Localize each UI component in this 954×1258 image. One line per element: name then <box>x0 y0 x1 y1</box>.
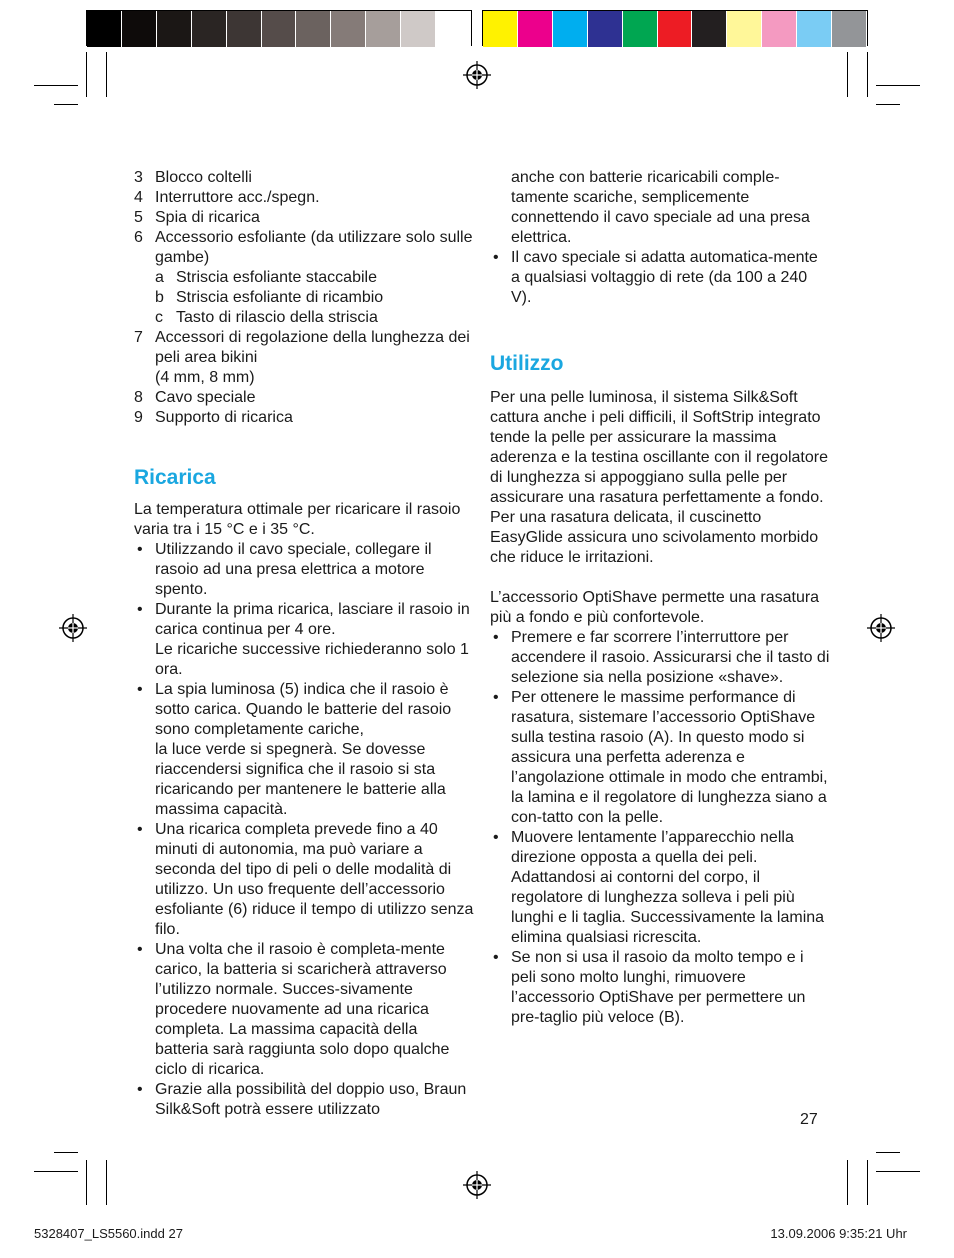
bullet-text: Utilizzando il cavo speciale, collegare il rasoio ad una presa elettrica a motore spento. <box>155 541 432 598</box>
footer-filename: 5328407_LS5560.indd 27 <box>34 1226 183 1241</box>
registration-mark-icon <box>866 613 896 643</box>
item-label: (4 mm, 8 mm) <box>155 369 255 386</box>
list-item <box>134 600 474 680</box>
list-item <box>134 680 474 820</box>
crop-mark <box>34 85 78 86</box>
bullet-icon: • <box>493 949 499 966</box>
bullet-text: Una volta che il rasoio è completa-mente carico, la batteria si scaricherà attraverso l’utilizzo normale. Succes-sivamente procedere nuovamente ad una ricarica completa. La massima capacità della batteria sarà raggiunta solo dopo qualche ciclo di ricarica. <box>155 941 450 1078</box>
color-swatch <box>366 11 401 47</box>
crop-mark <box>867 52 868 97</box>
bullet-text: La spia luminosa (5) indica che il rasoio è sotto carica. Quando le batterie del rasoio sono completamente cariche, <box>155 681 452 738</box>
color-swatch <box>832 11 867 47</box>
subitem-label: Striscia esfoliante staccabile <box>176 269 377 286</box>
crop-mark <box>106 1160 107 1205</box>
crop-mark <box>876 85 920 86</box>
bullet-text: Per ottenere le massime performance di rasatura, sistemare l’accessorio OptiShave sulla testina rasoio (A). In questo modo si assicura una perfetta aderenza e l’angolazione ottimale in modo che entrambi, la lamina e il regolatore di lunghezza siano a con-tatto con la pelle. <box>511 689 828 826</box>
list-item <box>134 368 474 388</box>
crop-mark <box>847 52 848 97</box>
item-number: 6 <box>134 229 143 246</box>
item-number: 8 <box>134 389 143 406</box>
item-label: Cavo speciale <box>155 389 256 406</box>
list-item <box>134 388 474 408</box>
item-number: 7 <box>134 329 143 346</box>
color-swatch <box>401 11 436 47</box>
bullet-text: Muovere lentamente l’apparecchio nella direzione opposta a quella dei peli. Adattandosi ai contorni del corpo, il regolatore di lunghezza solleva i peli più lunghi e li taglia. Successivamente la lamina elimina qualsiasi ricrescita. <box>511 829 825 946</box>
crop-mark <box>876 1171 920 1172</box>
list-item <box>134 408 474 428</box>
crop-mark <box>54 104 78 105</box>
bullet-text-continued: Le ricariche successive richiederanno solo 1 ora. <box>155 641 469 678</box>
bullet-icon: • <box>137 601 143 618</box>
left-column <box>134 168 474 1120</box>
list-item <box>134 228 474 268</box>
bullet-text: Durante la prima ricarica, lasciare il rasoio in carica continua per 4 ore. <box>155 601 470 638</box>
bullet-text: Grazie alla possibilità del doppio uso, Braun Silk&Soft potrà essere utilizzato <box>155 1081 467 1118</box>
item-number: 5 <box>134 209 143 226</box>
bullet-text-continued: la luce verde si spegnerà. Se dovesse riaccendersi significa che il rasoio si sta ricaricando per mantenere le batterie alla massima capacità. <box>155 741 446 818</box>
gray-calibration-bar <box>86 10 472 46</box>
bullet-icon: • <box>137 541 143 558</box>
color-swatch <box>692 11 727 47</box>
color-swatch <box>588 11 623 47</box>
color-swatch <box>623 11 658 47</box>
item-label: Spia di ricarica <box>155 209 260 226</box>
registration-mark-icon <box>58 613 88 643</box>
crop-mark <box>86 1160 87 1205</box>
list-item <box>490 628 830 688</box>
list-item <box>134 540 474 600</box>
subitem-letter: c <box>155 309 163 326</box>
crop-mark <box>876 1152 900 1153</box>
subitem-letter: b <box>155 289 164 306</box>
list-item <box>490 948 830 1028</box>
utilizzo-paragraph: Per una rasatura delicata, il cuscinetto EasyGlide assicura uno scivolamento morbido che riduce le irritazioni. <box>490 509 819 566</box>
registration-mark-icon <box>462 1170 492 1200</box>
list-item <box>134 328 474 368</box>
utilizzo-paragraph: L’accessorio OptiShave permette una rasatura più a fondo e più confortevole. <box>490 589 820 626</box>
bullet-icon: • <box>493 249 499 266</box>
color-swatch <box>157 11 192 47</box>
color-swatch <box>518 11 553 47</box>
list-item <box>490 248 830 308</box>
parts-list <box>134 168 474 428</box>
color-swatch <box>122 11 157 47</box>
crop-mark <box>86 52 87 97</box>
item-label: Interruttore acc./spegn. <box>155 189 320 206</box>
list-subitem <box>134 268 474 288</box>
utilizzo-paragraph: Per una pelle luminosa, il sistema Silk&Soft cattura anche i peli difficili, il SoftStrip integrato tende la pelle per assicurare la massima aderenza e la testina oscillante con il regolatore di lunghezza si appoggiano sulla pelle per assicurare una rasatura perfettamente a fondo. <box>490 389 828 506</box>
list-item <box>490 688 830 828</box>
color-swatch <box>658 11 693 47</box>
color-swatch <box>553 11 588 47</box>
bullet-continuation: anche con batterie ricaricabili comple-tamente scariche, semplicemente connettendo il cavo speciale ad una presa elettrica. <box>511 169 810 246</box>
bullet-text: Una ricarica completa prevede fino a 40 minuti di autonomia, ma può variare a seconda del tipo di peli o delle modalità di utilizzo. Un uso frequente dell’accessorio esfoliante (6) riduce il tempo di utilizzo senza filo. <box>155 821 474 938</box>
bullet-icon: • <box>137 1081 143 1098</box>
item-label: Accessorio esfoliante (da utilizzare solo sulle gambe) <box>155 229 473 266</box>
color-swatch <box>727 11 762 47</box>
crop-mark <box>54 1152 78 1153</box>
subitem-letter: a <box>155 269 164 286</box>
list-item <box>134 820 474 940</box>
color-swatch <box>797 11 832 47</box>
list-item <box>134 940 474 1080</box>
crop-mark <box>876 104 900 105</box>
list-subitem <box>134 308 474 328</box>
bullet-text: Premere e far scorrere l’interruttore per accendere il rasoio. Assicurarsi che il tasto di selezione sia nella posizione «shave». <box>511 629 830 686</box>
color-swatch <box>331 11 366 47</box>
color-calibration-bar <box>482 10 868 46</box>
subitem-label: Striscia esfoliante di ricambio <box>176 289 384 306</box>
color-swatch <box>296 11 331 47</box>
color-swatch <box>192 11 227 47</box>
item-label: Blocco coltelli <box>155 169 252 186</box>
color-swatch <box>262 11 297 47</box>
bullet-text: Se non si usa il rasoio da molto tempo e i peli sono molto lunghi, rimuovere l’accessorio OptiShave per permettere un pre-taglio più veloce (B). <box>511 949 806 1026</box>
bullet-text: Il cavo speciale si adatta automatica-mente a qualsiasi voltaggio di rete (da 100 a 240 V). <box>511 249 818 306</box>
item-number: 4 <box>134 189 143 206</box>
subitem-label: Tasto di rilascio della striscia <box>176 309 378 326</box>
list-subitem <box>134 288 474 308</box>
page-number: 27 <box>800 1111 818 1128</box>
crop-mark <box>106 52 107 97</box>
bullet-icon: • <box>137 821 143 838</box>
list-item <box>134 208 474 228</box>
bullet-icon: • <box>493 689 499 706</box>
crop-mark <box>34 1171 78 1172</box>
color-swatch <box>87 11 122 47</box>
bullet-icon: • <box>493 629 499 646</box>
bullet-icon: • <box>137 681 143 698</box>
color-swatch <box>436 11 471 47</box>
section-heading-utilizzo: Utilizzo <box>490 352 564 375</box>
item-label: Supporto di ricarica <box>155 409 293 426</box>
bullet-icon: • <box>493 829 499 846</box>
footer-timestamp: 13.09.2006 9:35:21 Uhr <box>770 1226 907 1241</box>
list-item <box>134 168 474 188</box>
right-column <box>490 168 830 1028</box>
bullet-icon: • <box>137 941 143 958</box>
color-swatch <box>483 11 518 47</box>
ricarica-intro: La temperatura ottimale per ricaricare il rasoio varia tra i 15 °C e i 35 °C. <box>134 501 461 538</box>
list-item <box>490 828 830 948</box>
item-number: 9 <box>134 409 143 426</box>
item-label: Accessori di regolazione della lunghezza dei peli area bikini <box>155 329 470 366</box>
item-number: 3 <box>134 169 143 186</box>
list-item <box>134 188 474 208</box>
section-heading-ricarica: Ricarica <box>134 466 216 489</box>
color-swatch <box>227 11 262 47</box>
list-item <box>134 1080 474 1120</box>
crop-mark <box>847 1160 848 1205</box>
color-swatch <box>762 11 797 47</box>
registration-mark-icon <box>462 60 492 90</box>
crop-mark <box>867 1160 868 1205</box>
